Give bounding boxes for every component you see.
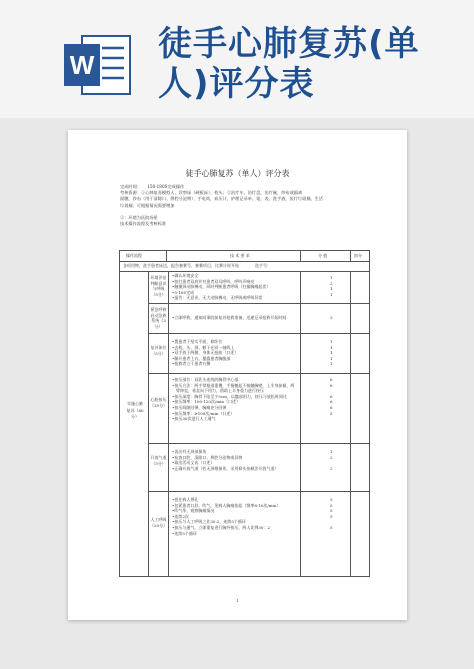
grid-line bbox=[148, 373, 369, 374]
list-item: •按压频率：≥100次/min（口述） bbox=[172, 410, 235, 416]
group-items bbox=[172, 315, 298, 321]
score-value: 2 bbox=[330, 454, 333, 460]
list-item: •触摸颈动脉搏动，同时判断患者呼吸（扫描胸廓起伏） bbox=[172, 284, 271, 290]
grid-line bbox=[350, 271, 351, 576]
list-item: 臂伸直，垂直向下用力，借助上半身重力进行按压 bbox=[172, 388, 264, 394]
page-number: 1 bbox=[236, 598, 239, 603]
group-scores bbox=[330, 315, 333, 321]
grid-line bbox=[166, 251, 167, 261]
score-value: 5 bbox=[330, 410, 333, 416]
list-item: •立即呼救，通知同事院前复苏抢救准备，迅速记录抢救开始时间 bbox=[172, 315, 287, 320]
score-value: 1 bbox=[330, 350, 333, 356]
group-scores bbox=[330, 377, 333, 416]
word-icon-letter: W bbox=[69, 50, 95, 80]
score-value: 5 bbox=[330, 502, 333, 508]
meta-block bbox=[120, 184, 370, 227]
meta-line: 垃圾桶；可根据情况需要增加 bbox=[120, 202, 175, 208]
score-value: 3 bbox=[330, 315, 333, 320]
list-item: •报告：无意识，无大动脉搏动，无呼吸或呼吸异常 bbox=[172, 295, 263, 301]
group-label: 环境评估判断意识与呼吸（5分） bbox=[150, 275, 167, 297]
score-value: 6 bbox=[330, 377, 333, 382]
group-items bbox=[172, 273, 298, 301]
group-label: 人工呼吸（20分） bbox=[150, 517, 168, 528]
list-item: •正确开放气道（若无颈椎损伤，采用仰头抬颏法开放气道） bbox=[172, 465, 279, 471]
list-item: •说出有无颈部损伤 bbox=[172, 449, 207, 454]
grid-line bbox=[148, 303, 369, 304]
list-item: •抢救者立于患者右侧 bbox=[172, 361, 211, 367]
list-item: •包紧患者口唇，吹气，见病人胸廓抬起（频率8-10次/min） bbox=[172, 502, 281, 508]
document-title: 徒手心肺复苏(单人)评分表 bbox=[158, 24, 420, 104]
list-item: •按压与人工呼吸之比30:2，连续5个循环 bbox=[172, 519, 246, 525]
grid-line bbox=[168, 271, 169, 576]
list-item: •连续5个循环 bbox=[172, 530, 197, 536]
meta-line: 技术操作流程及考核标准 bbox=[120, 221, 167, 227]
list-item: •置患者于坚实平面，仰卧位 bbox=[172, 339, 223, 344]
group-label: 心脏按压（35分） bbox=[150, 397, 168, 408]
group-scores bbox=[330, 275, 333, 297]
meta-line: 完成时间： 150-180S完成操作 bbox=[120, 184, 185, 189]
group-items bbox=[172, 377, 298, 422]
grid-line bbox=[148, 443, 369, 444]
meta-line: 考核资源：①心肺复苏模拟人、诊察床（硬板床）、枕头；②治疗车，治疗盘，治疗碗，纱布或隔离 bbox=[120, 190, 303, 196]
grid-line bbox=[148, 491, 369, 492]
list-item: •5-10S完成 bbox=[172, 289, 195, 295]
list-item: •按压频率：100-120次/min（口述） bbox=[172, 399, 240, 405]
score-value: 1 bbox=[330, 339, 333, 344]
score-value: 1 bbox=[330, 286, 333, 292]
group-label: 开放气道（5分） bbox=[150, 455, 167, 466]
subheader-text: 各项用物，洗手患者床边，报告参赛号，参赛项目，比赛计时开始 选手号： bbox=[123, 263, 271, 268]
list-item: •拍打患者双肩并对患者双耳呼叫，呼叫声响亮 bbox=[172, 278, 255, 284]
header-flow: 操作流程 bbox=[126, 253, 142, 258]
list-item: •吹气毕，观察胸廓情况 bbox=[172, 508, 215, 514]
group-scores bbox=[330, 449, 333, 471]
score-value: 2 bbox=[330, 465, 333, 471]
list-item: •双手放于两侧，身体无扭曲（口述） bbox=[172, 350, 239, 356]
group-scores bbox=[330, 497, 333, 531]
meta-line: 面膜，纱布（用于清除口、鼻腔分泌物）、手电筒，血压计、护理记录单、笔、表、洗手液，医疗垃圾桶，生活 bbox=[120, 196, 324, 202]
list-item: •捏住病人鼻孔 bbox=[172, 497, 199, 502]
document-banner bbox=[0, 0, 474, 118]
list-item: •检查口腔，清除口、鼻腔分泌物或异物 bbox=[172, 454, 243, 460]
list-item: •连续2次 bbox=[172, 513, 189, 519]
grid-line bbox=[148, 333, 369, 334]
score-value: 1 bbox=[330, 275, 333, 280]
score-value: 5 bbox=[330, 508, 333, 514]
group-label: 紧急呼救启动急救系统（3分） bbox=[150, 307, 167, 329]
list-item: •按压30次进行人工通气 bbox=[172, 416, 216, 422]
grid-line bbox=[300, 251, 301, 261]
grid-line bbox=[148, 271, 149, 576]
header-requirements: 技 术 要 求 bbox=[230, 253, 250, 258]
score-value: 5 bbox=[330, 513, 333, 519]
meta-line: ②：环境为医院场景 bbox=[120, 215, 158, 221]
score-value: 1 bbox=[330, 291, 333, 297]
group-items bbox=[172, 449, 298, 471]
list-item: •按压深度：胸骨下陷至少5cm，以髋部用力，按压与放松时间比 bbox=[172, 393, 287, 399]
scoring-table bbox=[119, 250, 370, 577]
list-item: •去枕，头、颈、躯干在同一轴线上 bbox=[172, 344, 235, 350]
section-label: 实施心肺复苏（80分） bbox=[126, 401, 144, 419]
score-value: 5 bbox=[330, 524, 333, 530]
list-item: •按压方法：两手掌根部重叠，手指翘起不接触胸壁，上半身前倾，两 bbox=[172, 382, 295, 388]
score-value: 1 bbox=[330, 361, 333, 367]
score-value: 1 bbox=[330, 344, 333, 350]
grid-line bbox=[300, 271, 301, 576]
score-value: 1 bbox=[330, 449, 333, 454]
list-item: •解开患者上衣，暴露患者胸腹部 bbox=[172, 355, 231, 361]
group-items bbox=[172, 339, 298, 367]
list-item: •取出活动义齿（口述） bbox=[172, 460, 215, 466]
header-deduct: 扣分 bbox=[354, 253, 362, 258]
document-page-preview[interactable] bbox=[68, 130, 407, 620]
score-value: 6 bbox=[330, 393, 333, 399]
list-item: •确认环境安全 bbox=[172, 273, 199, 278]
list-item: •按压与通气，立即重复进行胸外按压，两人比例30：2 bbox=[172, 524, 270, 530]
list-item: •按压部位：双乳头连线的胸骨中心部 bbox=[172, 377, 239, 382]
header-points: 分 值 bbox=[318, 253, 328, 258]
score-value: 6 bbox=[330, 404, 333, 410]
group-scores bbox=[330, 339, 333, 367]
page-title: 徒手心肺复苏（单人）评分表 bbox=[185, 169, 290, 178]
score-value: 5 bbox=[330, 497, 333, 502]
score-value: 2 bbox=[330, 280, 333, 286]
table-subheader bbox=[120, 261, 369, 272]
grid-line bbox=[350, 251, 351, 261]
group-label: 复苏体位（5分） bbox=[150, 345, 167, 356]
score-value: 1 bbox=[330, 355, 333, 361]
score-value: 6 bbox=[330, 399, 333, 405]
list-item: •按压间隙回弹，胸廓充分回弹 bbox=[172, 404, 227, 410]
group-items bbox=[172, 497, 298, 536]
score-value: 6 bbox=[330, 382, 333, 388]
word-document-icon bbox=[62, 32, 132, 98]
